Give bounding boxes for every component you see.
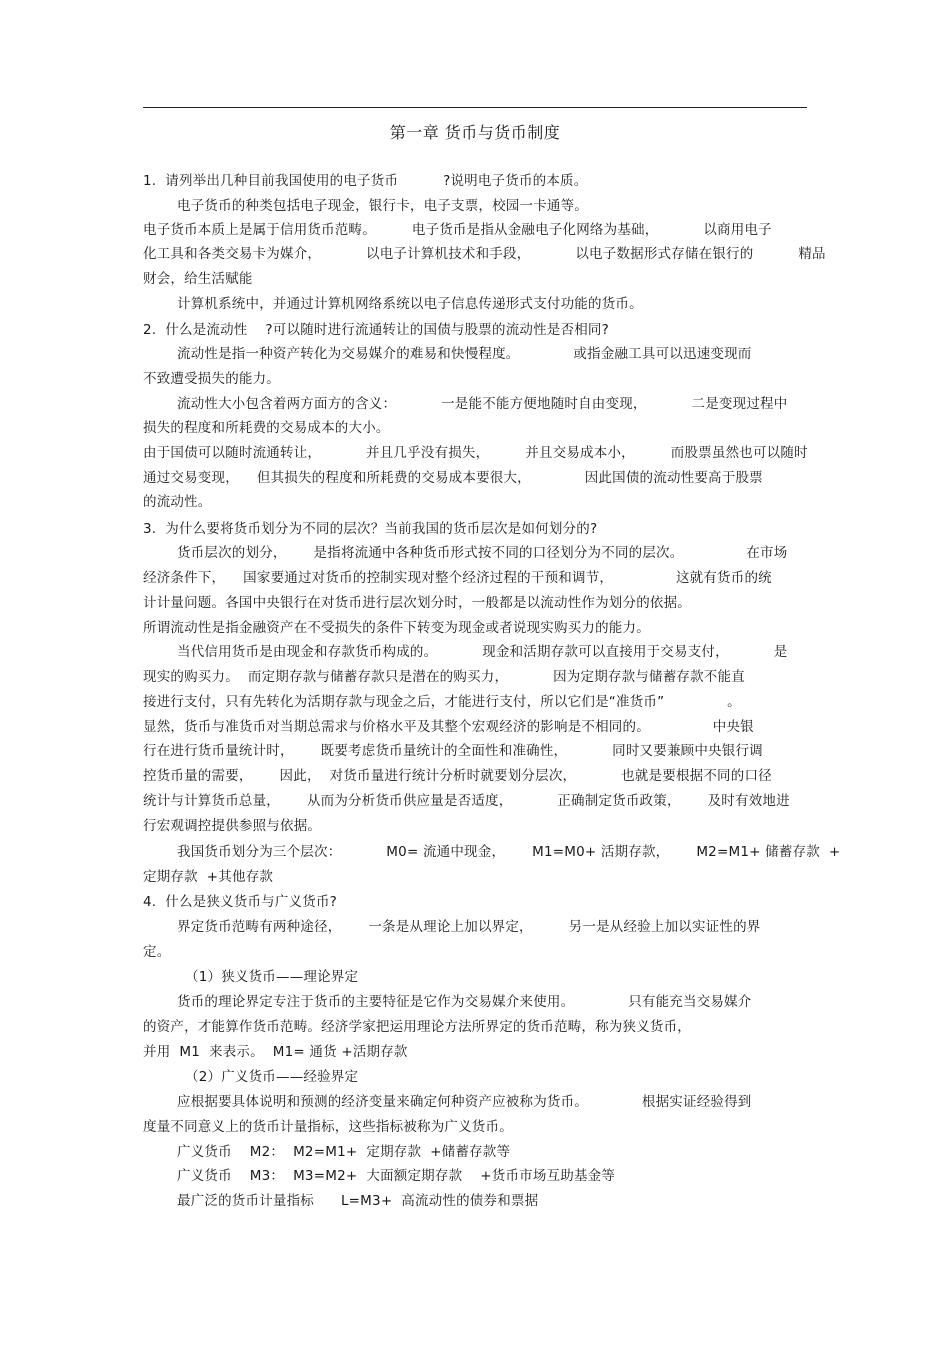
header-rule (143, 107, 807, 108)
paragraph-line: 接进行支付，只有先转化为活期存款与现金之后，才能进行支付，所以它们是“准货币” 。 (143, 694, 741, 710)
subheading-broad-money: （2）广义货币——经验界定 (185, 1069, 359, 1085)
paragraph-line: 货币层次的划分， 是指将流通中各种货币形式按不同的口径划分为不同的层次。 在市场 (177, 545, 788, 561)
paragraph-line: 电子货币本质上是属于信用货币范畴。 电子货币是指从金融电子化网络为基础， 以商用电子 (143, 222, 772, 238)
paragraph-line: 应根据要具体说明和预测的经济变量来确定何种资产应被称为货币。 根据实证经验得到 (177, 1094, 752, 1110)
question-1: 1. 请列举出几种目前我国使用的电子货币 ?说明电子货币的本质。 (143, 173, 588, 189)
paragraph-line: 我国货币划分为三个层次： M0= 流通中现金， M1=M0+ 活期存款， M2=M1+ 储蓄存款 + (177, 844, 841, 860)
paragraph-line: 流动性是指一种资产转化为交易媒介的难易和快慢程度。 或指金融工具可以迅速变现而 (177, 346, 752, 362)
paragraph-line: 化工具和各类交易卡为媒介， 以电子计算机技术和手段， 以电子数据形式存储在银行的 精品 (143, 246, 826, 262)
paragraph-line: 所谓流动性是指金融资产在不受损失的条件下转变为现金或者说现实购买力的能力。 (143, 620, 650, 636)
paragraph-line: 度量不同意义上的货币计量指标，这些指标被称为广义货币。 (143, 1119, 513, 1135)
paragraph-line: 经济条件下， 国家要通过对货币的控制实现对整个经济过程的干预和调节， 这就有货币的统 (143, 570, 772, 586)
subheading-narrow-money: （1）狭义货币——理论界定 (185, 969, 359, 985)
paragraph-line: 流动性大小包含着两方面方的含义： 一是能不能方便地随时自由变现， 二是变现过程中 (177, 396, 788, 412)
paragraph-line: 电子货币的种类包括电子现金，银行卡，电子支票，校园一卡通等。 (177, 198, 588, 214)
paragraph-line: 并用 M1 来表示。 M1= 通货 +活期存款 (143, 1044, 408, 1060)
paragraph-line: 统计与计算货币总量， 从而为分析货币供应量是否适度， 正确制定货币政策， 及时有效地进 (143, 793, 790, 809)
paragraph-line: 广义货币 M2： M2=M1+ 定期存款 +储蓄存款等 (177, 1144, 511, 1160)
paragraph-line: 现实的购买力。 而定期存款与储蓄存款只是潜在的购买力， 因为定期存款与储蓄存款不能直 (143, 669, 745, 685)
paragraph-line: 控货币量的需要， 因此， 对货币量进行统计分析时就要划分层次， 也就是要根据不同的口径 (143, 768, 772, 784)
chapter-title: 第一章 货币与货币制度 (389, 123, 561, 142)
paragraph-line: 最广泛的货币计量指标 L=M3+ 高流动性的债券和票据 (177, 1193, 539, 1209)
paragraph-line: 行宏观调控提供参照与依据。 (143, 818, 322, 834)
paragraph-line: 显然，货币与准货币对当期总需求与价格水平及其整个宏观经济的影响是不相同的。 中央银 (143, 719, 754, 735)
paragraph-line: 财会，给生活赋能 (143, 271, 253, 287)
paragraph-line: 定。 (143, 944, 171, 960)
paragraph-line: 损失的程度和所耗费的交易成本的大小。 (143, 420, 390, 436)
paragraph-line: 由于国债可以随时流通转让， 并且几乎没有损失， 并且交易成本小， 而股票虽然也可以随时 (143, 445, 808, 461)
paragraph-line: 不致遭受损失的能力。 (143, 371, 280, 387)
question-3: 3. 为什么要将货币划分为不同的层次？当前我国的货币层次是如何划分的? (143, 521, 598, 537)
paragraph-line: 的流动性。 (143, 494, 212, 510)
paragraph-line: 通过交易变现， 但其损失的程度和所耗费的交易成本要很大， 因此国债的流动性要高于股票 (143, 470, 763, 486)
paragraph-line: 行在进行货币量统计时， 既要考虑货币量统计的全面性和准确性， 同时又要兼顾中央银行调 (143, 743, 763, 759)
paragraph-line: 的资产，才能算作货币范畴。经济学家把运用理论方法所界定的货币范畴，称为狭义货币， (143, 1019, 691, 1035)
paragraph-line: 广义货币 M3： M3=M2+ 大面额定期存款 +货币市场互助基金等 (177, 1168, 616, 1184)
question-2: 2. 什么是流动性 ?可以随时进行流通转让的国债与股票的流动性是否相同? (143, 322, 609, 338)
paragraph-line: 计算机系统中，并通过计算机网络系统以电子信息传递形式支付功能的货币。 (177, 296, 643, 312)
paragraph-line: 定期存款 +其他存款 (143, 869, 274, 885)
paragraph-line: 计计量问题。各国中央银行在对货币进行层次划分时，一般都是以流动性作为划分的依据。 (143, 595, 691, 611)
paragraph-line: 界定货币范畴有两种途径， 一条是从理论上加以界定， 另一是从经验上加以实证性的界 (177, 919, 761, 935)
question-4: 4. 什么是狭义货币与广义货币? (143, 894, 338, 910)
paragraph-line: 当代信用货币是由现金和存款货币构成的。 现金和活期存款可以直接用于交易支付， 是 (177, 644, 788, 660)
paragraph-line: 货币的理论界定专注于货币的主要特征是它作为交易媒介来使用。 只有能充当交易媒介 (177, 994, 752, 1010)
